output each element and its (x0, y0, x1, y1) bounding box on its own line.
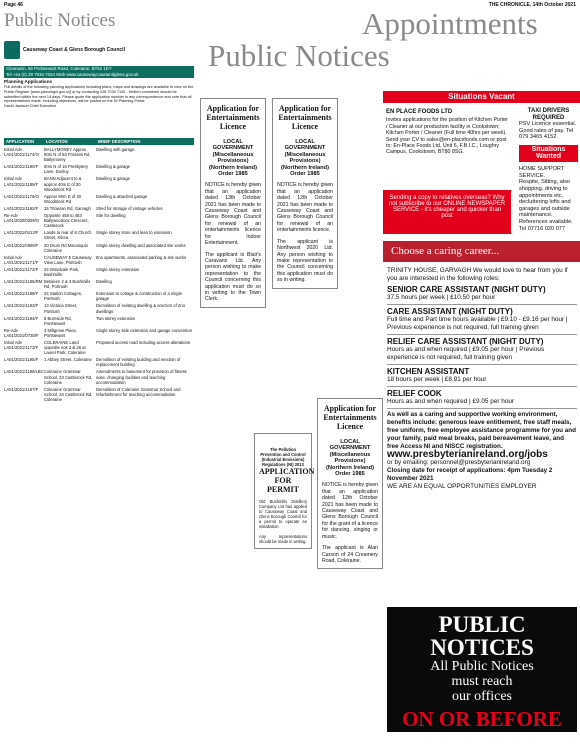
planning-loc: 1 Abbey Street, Coleraine (44, 357, 92, 363)
planning-row (4, 279, 194, 289)
council-address: Cloonavin, 66 Portstewart Road, Coleraine, BT52 1EY (6, 66, 112, 71)
divider (387, 304, 577, 305)
job-detail: Hours as and when required | £9.05 per hour | Previous experience is not required, full training given (387, 346, 545, 361)
ad-text: Invites applications for the position of Kitchen Porter / Cleaner at our production facility in Cookstown; Kitchen Porter / Cleaner (Full time 40hrs per week). Send your CV to sales@en-placefoods.com or post to: En-Place Foods Ltd, Unit 6, F.B.I.C., Loughry Campus, Cookstown, BT80 8SG. (386, 117, 508, 156)
planning-loc: 5 Burnside Rd, Portstewart (44, 315, 72, 326)
care-intro: TRINITY HOUSE, GARVAGH We would love to hear from you if you are interested in the following roles: (387, 267, 568, 282)
notice-text-2: The applicant is Northwest 2020 Ltd. Any person wishing to make representation to the Council concerning this application must do so in writing. (277, 238, 333, 284)
planning-desc: Two storey extension (96, 315, 136, 321)
planning-row (4, 213, 194, 228)
job-detail: 37.5 hours per week | £10.50 per hour (387, 294, 496, 301)
planning-app: LA01/2021/1190/F (4, 164, 39, 170)
permit-title: APPLICATION FOR PERMIT (259, 467, 315, 494)
notice-title: Application for Entertainments Licence (206, 104, 260, 131)
planning-row (4, 255, 194, 265)
notice-text: NOTICE is hereby given that an application dated 13th October 2021 has been made to Causeway Coast and Glens Borough Council for renewal of an entertainments licence for Indoor Entertainment. (205, 182, 261, 247)
permit-regulation: The Pollution Prevention and Control (Industrial Emissions) Regulations (NI) 2013 (260, 447, 306, 467)
home-support-title: HOME SUPPORT SERVICE. (519, 166, 565, 179)
public-line-2: must reach (451, 674, 513, 689)
planning-app: LA01/2021/1195/F (4, 357, 39, 363)
planning-loc: 24 Woodvale Park, Bushmills (44, 266, 80, 277)
online-newspaper-ad: Sending a copy to relatives overseas? Why not subscribe to our ONLINE NEWSPAPER SERVICE - it's cheaper and quicker than post (383, 190, 511, 234)
planning-row (4, 357, 194, 367)
taxi-title: TAXI DRIVERS REQUIRED (527, 108, 570, 121)
divider (387, 334, 577, 335)
permit-notice-column (254, 433, 315, 553)
public-line-1: All Public Notices (430, 659, 534, 674)
entertainment-licence-notice-3 (317, 398, 383, 569)
taxi-ad (517, 106, 580, 232)
planning-desc: Single storey side extension and garage conversion (96, 327, 192, 333)
planning-app: LA01/2021/1196/LBC (4, 369, 44, 375)
planning-heading: Planning Applications (4, 79, 53, 84)
permit-text-2: Any representations should be made in writing. (259, 534, 307, 544)
planning-app: LA01/2021/1176/O (4, 193, 39, 199)
job-title: RELIEF COOK (387, 389, 442, 398)
page-number: Page 46 (4, 2, 23, 8)
planning-row (4, 291, 194, 301)
middle-section-title: Public Notices (208, 38, 390, 73)
notice-title: Application for Entertainments Licence (278, 104, 332, 131)
planning-app: LA01/2021/1192/F (4, 205, 39, 211)
planning-desc: Shed for storage of vintage vehicles (96, 205, 163, 211)
planning-app: Initial Adv LA01/2021/1174/O (4, 147, 39, 158)
notice-subtitle: LOCAL GOVERNMENT (Miscellaneous Provisions) (Northern Ireland) Order 1985 (280, 139, 330, 178)
notices-column-3 (317, 398, 383, 573)
chief-executive: David Jackson Chief Executive (4, 104, 57, 109)
planning-loc: CAUSEWAY 5 Causeway View Lane, Portrush (44, 254, 92, 265)
divider (387, 408, 577, 409)
planning-loc: Coleraine Grammar School, 33 Castlerock Rd, Coleraine (44, 386, 93, 402)
planning-app: LA01/2021/1188/F (4, 291, 39, 297)
notice-text: NOTICE is hereby given that an application dated 12th October 2021 has been made to Causeway Coast and Glens Borough Council for the grant of a licence for dancing, singing or music. (322, 482, 378, 540)
planning-loc: 20 Drum Rd Macosquin Coleraine (44, 242, 88, 253)
planning-row (4, 194, 194, 204)
job-detail: 18 hours per week | £8.91 per hour (387, 376, 487, 383)
newspaper-date: THE CHRONICLE, 14th October 2021 (488, 2, 576, 8)
job-detail: Hours as and when required | £9.05 per hour (387, 398, 515, 405)
planning-desc: Demolition of Coleraine Grammar School and refurbishment for teaching accommodation (96, 386, 181, 397)
planning-app: LA01/2021/1172/F (4, 266, 39, 272)
planning-loc: COLERAINE Land opposite nos 2 & 26 at Laurel Park, Coleraine (44, 340, 86, 356)
planning-desc: Proposed access road including access alterations (96, 340, 191, 345)
care-benefits: As well as a caring and supportive working environment, benefits include: generous leave entitlement, free staff meals, free uniform, free employee assistance programme for you and your family, paid meal breaks, paid bereavement leave, and free Access NI and NISCC registration. (387, 411, 576, 450)
planning-loc: Lands to rear of 8 Church Street, Kilrea (44, 230, 92, 241)
left-section-title: Public Notices (4, 10, 116, 31)
notices-column-2 (272, 98, 338, 293)
planning-row (4, 267, 194, 277)
planning-desc: Dwelling (96, 279, 112, 285)
care-web-link[interactable]: www.presbyterianireland.org/jobs (387, 449, 548, 460)
taxi-text: PSV Licence essential. Good rates of pay. Tel 079 3465 4152 (519, 121, 577, 141)
planning-row (4, 328, 194, 338)
planning-table-header (4, 138, 194, 145)
planning-desc: Single storey dwelling and associated site works (96, 242, 186, 248)
caring-career-banner: Choose a caring career... (383, 241, 580, 262)
planning-row (4, 387, 194, 402)
public-deadline-red: ON OR BEFORE (402, 707, 562, 731)
planning-intro (4, 85, 194, 109)
permit-text: Old Bushmills Distillery Company Ltd has applied to Causeway Coast and Glens Borough Council for a permit to operate an installation. (259, 499, 308, 529)
planning-loc: Opposite 458 to 463 Ballywoodock Crescent, Castlerock (44, 213, 89, 229)
council-contact-bar (4, 66, 194, 78)
divider (387, 386, 577, 387)
planning-app: LA01/2021/1193/F (4, 303, 39, 309)
planning-app: Initial Adv LA01/2021/1173/F (4, 340, 39, 351)
equal-opportunities: WE ARE AN EQUAL OPPORTUNITIES EMPLOYER (387, 483, 537, 490)
permit-notice (254, 433, 315, 549)
planning-applications-list (4, 147, 194, 737)
planning-row (4, 369, 194, 384)
planning-loc: Approx 60m E of 30 Woodstock Rd (44, 193, 82, 204)
planning-app: Re-Adv LA01/2021/0728/F (4, 327, 39, 338)
home-support-text: Respite, Sitting, also shopping, driving to appointments etc, decluttering lofts and garages and outside maintenance. References available. Tel 07716 020 077 (519, 179, 573, 232)
public-notices-deadline (387, 607, 577, 751)
planning-row (4, 230, 194, 240)
planning-app: LA01/2021/0889/F (4, 242, 39, 248)
job-title: RELIEF CARE ASSISTANT (NIGHT DUTY) (387, 337, 544, 346)
planning-desc: Demolition of existing building and erection of replacement building (96, 357, 181, 368)
planning-app: LA01/2021/1185/RM (4, 279, 43, 285)
planning-desc: Dwelling & garage (96, 164, 130, 170)
council-logo (4, 36, 194, 64)
planning-loc: BALLYMONEY Approx 90m N of 84 Frosses Rd, Ballymoney (44, 147, 91, 163)
council-name: Causeway Coast & Glens Borough Council (23, 47, 125, 53)
planning-loc: Between 2 & 3 Bushmills Rd, Portrush (44, 279, 91, 290)
planning-app: LA01/2021/0413/F (4, 230, 39, 236)
council-logo-icon (4, 41, 20, 59)
planning-loc: 15 Trlowran Rd, Garvagh (44, 205, 91, 211)
care-job-list (387, 286, 577, 409)
col-location: LOCATION (46, 139, 68, 144)
council-phone: Tel +44 (0) 28 7034 7034 Web www.causewaycoastandglens.gov.uk (6, 72, 139, 77)
planning-intro-text: Full details of the following planning applications including plans, maps and drawings are available to view on the Public Register [www.planningni.gov.uk] or by contacting 028 7034 7100 - Written comments should be submitted within the next 14 days. Please quote the application number in any correspondence and note that all representations made, including objections, will be posted on the NI Planning Portal. (4, 85, 194, 104)
planning-loc: 13 Victoria Street, Portrush (44, 303, 78, 314)
planning-row (4, 147, 194, 162)
entertainment-licence-notice-1 (200, 98, 266, 308)
planning-loc: Coleraine Grammar School, 33 Castlerock Rd, Coleraine (44, 369, 93, 385)
planning-row (4, 243, 194, 253)
entertainment-licence-notice-2 (272, 98, 338, 289)
planning-app: Re-Adv LA01/2020/0359/O (4, 213, 40, 224)
notices-column-1 (200, 98, 266, 312)
notice-text-2: The applicant is Blair's Caravans Ltd. Any person wishing to make representation to the Council concerning this application must do so in writing to the Town Clerk. (205, 251, 261, 303)
planning-desc: Site for dwelling (96, 213, 126, 219)
appointments-title: Appointments (362, 6, 538, 41)
ad-company: EN PLACE FOODS LTD (386, 109, 453, 115)
notice-text: NOTICE is hereby given that an application dated 12th October 2021 has been made to Causeway Coast and Glens Borough Council for renewal of an entertainments licence. (277, 182, 333, 234)
planning-row (4, 164, 194, 174)
situations-vacant-heading: Situations Vacant (383, 91, 580, 103)
job-title: CARE ASSISTANT (NIGHT DUTY) (387, 307, 513, 316)
planning-row (4, 340, 194, 355)
planning-app: LA01/2021/1197/F (4, 386, 39, 392)
public-deadline-time: 3pm EACH FRIDAY (413, 735, 551, 751)
planning-desc: Dwelling & attached garage (96, 193, 148, 199)
planning-row (4, 206, 194, 211)
planning-desc: Single storey store and lean to extension (96, 230, 172, 236)
job-detail: Full time and Part time hours available | £9.10 - £9.16 per hour | Previous experience is not required, full training given (387, 316, 568, 331)
planning-loc: 3 Millgrove Place, Portstewart (44, 327, 78, 338)
trinity-house-jobs (387, 267, 577, 491)
planning-desc: 8no apartments, associated parking & site works (96, 254, 187, 260)
planning-desc: Dwelling & garage (96, 176, 130, 182)
situations-wanted: Situations Wanted (519, 145, 578, 162)
job-title: SENIOR CARE ASSISTANT (NIGHT DUTY) (387, 285, 546, 294)
care-email[interactable]: or by emailing: personnel@presbyterianireland.org (387, 459, 531, 466)
planning-row (4, 303, 194, 313)
notice-text-2: The applicant is Alan Carson of 24 Creamery Road, Coleraine. (322, 545, 378, 564)
planning-desc: Demolition of existing dwelling & erection of 2no dwellings (96, 303, 185, 314)
planning-loc: 50m N of 16 Presbytery Lane, Dunloy (44, 164, 88, 175)
planning-app: Initial Adv LA01/2021/1171/F (4, 254, 39, 265)
divider (387, 364, 577, 365)
planning-row (4, 176, 194, 191)
col-description: BRIEF DESCRIPTION (98, 139, 141, 144)
public-line-3: our offices (452, 689, 512, 704)
planning-desc: Dwelling with garage (96, 147, 135, 152)
notice-title: Application for Entertainments Licence (323, 404, 377, 431)
notice-subtitle: LOCAL GOVERNMENT (Miscellaneous Provisions) (Northern Ireland) Order 1985 (325, 439, 375, 478)
planning-loc: 24 Station Cottages, Portrush (44, 291, 82, 302)
planning-desc: Extension to cottage & construction of a single garage (96, 291, 182, 302)
planning-app: Initial Adv LA01/2021/1189/F (4, 176, 39, 187)
planning-app: LA01/2021/1194/F (4, 315, 39, 321)
planning-desc: Single storey extension (96, 266, 140, 272)
planning-loc: BANN Adjacent to & approx 40m E of 30 Woodstock Rd (44, 176, 82, 192)
notice-subtitle: LOCAL GOVERNMENT (Miscellaneous Provisions) (Northern Ireland) Order 1985 (208, 139, 258, 178)
closing-date: Closing date for receipt of applications: 4pm Tuesday 2 November 2021 (387, 467, 553, 482)
planning-desc: Amendments to basement for provision of fitness suite, changing facilities and teaching accommodation (96, 369, 187, 385)
col-application: APPLICATION (6, 139, 35, 144)
planning-row (4, 316, 194, 326)
public-notices-title: PUBLIC NOTICES (430, 612, 534, 660)
job-title: KITCHEN ASSISTANT (387, 367, 470, 376)
